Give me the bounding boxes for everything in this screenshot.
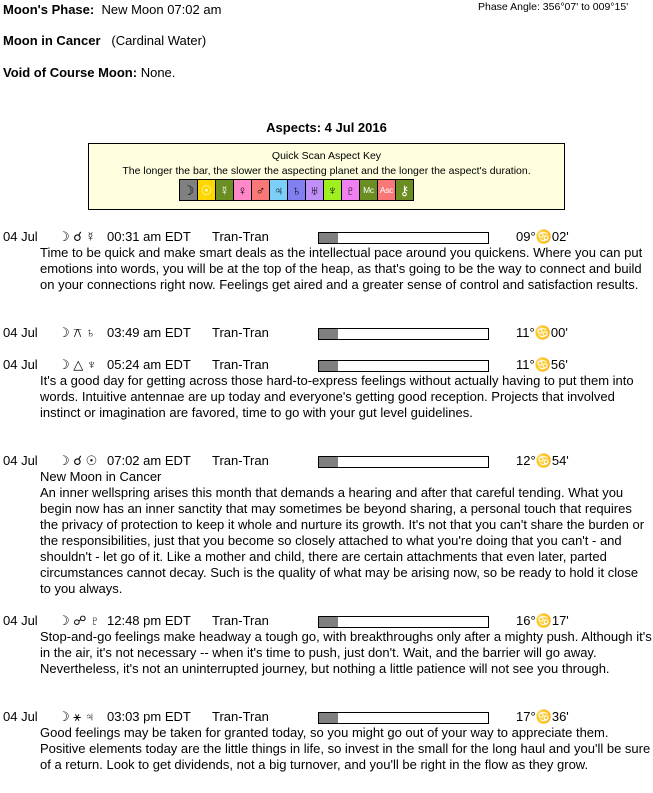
mercury-icon: ☿ xyxy=(216,180,234,200)
aspect-key-strip xyxy=(179,179,414,201)
aspect-time: 00:31 am EDT xyxy=(107,229,191,244)
aspect-entry xyxy=(0,229,653,293)
aspect-date: 04 Jul xyxy=(3,325,38,340)
aspects-title: Aspects: 4 Jul 2016 xyxy=(266,120,387,135)
aspect-interpretation: Stop-and-go feelings make headway a tough go, with breakthroughs only after a mighty push. Although it's in the air, it's not necessary -- when it's time to push, just don't. Wait, and the barrier will go away. Nevertheless, it's not an uninterrupted journey, but nothing a little patience will not see you through. xyxy=(40,629,652,676)
aspect-glyphs: ☽ ☌ ☉ xyxy=(58,453,98,468)
moon-sign-label: Moon in Cancer xyxy=(3,33,101,48)
aspect-time: 12:48 pm EDT xyxy=(107,613,191,628)
aspect-time: 05:24 am EDT xyxy=(107,357,191,372)
aspect-time: 03:49 am EDT xyxy=(107,325,191,340)
aspect-type: Tran-Tran xyxy=(212,613,269,628)
uranus-icon: ♅ xyxy=(306,180,324,200)
aspect-position: 16°♋17' xyxy=(516,613,569,628)
void-of-course-line xyxy=(3,65,175,80)
duration-bar-fill xyxy=(319,361,338,371)
aspect-time: 03:03 pm EDT xyxy=(107,709,191,724)
aspect-entry xyxy=(0,325,653,341)
duration-bar xyxy=(318,616,489,628)
duration-bar xyxy=(318,360,489,372)
aspect-key-description: The longer the bar, the slower the aspecting planet and the longer the aspect's duration. xyxy=(122,165,531,177)
duration-bar-fill xyxy=(319,617,338,627)
phase-angle: Phase Angle: 356°07' to 009°15' xyxy=(478,1,629,13)
duration-bar-fill xyxy=(319,713,338,723)
void-of-course-label: Void of Course Moon: xyxy=(3,65,138,80)
jupiter-icon: ♃ xyxy=(270,180,288,200)
aspect-date: 04 Jul xyxy=(3,229,38,244)
duration-bar xyxy=(318,456,489,468)
aspect-glyphs: ☽ △ ♆ xyxy=(58,357,97,372)
sun-icon: ☉ xyxy=(198,180,216,200)
moon-phase-label: Moon's Phase: xyxy=(3,2,95,17)
aspect-type: Tran-Tran xyxy=(212,229,269,244)
neptune-icon: ♆ xyxy=(324,180,342,200)
venus-icon: ♀ xyxy=(234,180,252,200)
moon-sign-line xyxy=(3,33,206,48)
pluto-icon: ♇ xyxy=(342,180,360,200)
aspect-date: 04 Jul xyxy=(3,709,38,724)
duration-bar xyxy=(318,328,489,340)
duration-bar-fill xyxy=(319,457,338,467)
aspect-date: 04 Jul xyxy=(3,453,38,468)
aspect-type: Tran-Tran xyxy=(212,357,269,372)
moon-sign-detail: (Cardinal Water) xyxy=(111,33,207,48)
aspect-entry xyxy=(0,709,653,773)
aspect-glyphs: ☽ ⚹ ♃ xyxy=(58,709,95,724)
aspect-key-box xyxy=(88,143,565,210)
chiron-icon: ⚷ xyxy=(396,180,413,200)
aspect-position: 17°♋36' xyxy=(516,709,569,724)
aspect-position: 11°♋56' xyxy=(516,357,568,372)
saturn-icon: ♄ xyxy=(288,180,306,200)
aspect-position: 11°♋00' xyxy=(516,325,568,340)
aspect-interpretation: Time to be quick and make smart deals as the intellectual pace around you quickens. Where you can put emotions into words, you will be at the top of the heap, as that's going to be the way to connect and build on your connections right now. Feelings get aired and a greater sense of control and satisfaction results. xyxy=(40,245,643,292)
aspect-date: 04 Jul xyxy=(3,357,38,372)
aspect-key-title: Quick Scan Aspect Key xyxy=(271,150,382,162)
aspect-position: 12°♋54' xyxy=(516,453,569,468)
aspect-header-row xyxy=(0,709,653,725)
aspect-type: Tran-Tran xyxy=(212,325,269,340)
asc-icon: Asc xyxy=(378,180,396,200)
duration-bar-fill xyxy=(319,329,338,339)
aspect-position: 09°♋02' xyxy=(516,229,569,244)
duration-bar xyxy=(318,712,489,724)
aspect-type: Tran-Tran xyxy=(212,709,269,724)
aspect-header-row xyxy=(0,357,653,373)
aspect-entry xyxy=(0,357,653,421)
duration-bar xyxy=(318,232,489,244)
aspect-glyphs: ☽ ⚻ ♄ xyxy=(58,325,96,340)
aspect-header-row xyxy=(0,325,653,341)
aspect-header-row xyxy=(0,453,653,469)
mars-icon: ♂ xyxy=(252,180,270,200)
aspect-interpretation: It's a good day for getting across those hard-to-express feelings without actually having to put them into words. Intuitive antennae are up today and everyone's getting good reception. Projects that involved instinct or imagination are favored, time to go with your gut level guidelines. xyxy=(40,373,634,420)
aspect-interpretation: Good feelings may be taken for granted today, so you might go out of your way to appreciate them. Positive elements today are the little things in life, so invest in the small for the long haul and you'll be sure of a return. Look to get dividends, not a big turnover, and you'll be right in the flow as they grow. xyxy=(40,725,651,772)
aspect-header-row xyxy=(0,229,653,245)
void-of-course-value: None. xyxy=(140,65,176,80)
aspect-entry xyxy=(0,453,653,597)
aspect-entry xyxy=(0,613,653,677)
moon-icon: ☽ xyxy=(180,180,198,200)
moon-phase-line xyxy=(3,2,221,17)
aspect-glyphs: ☽ ☍ ♇ xyxy=(58,613,100,628)
duration-bar-fill xyxy=(319,233,338,243)
mc-icon: Mc xyxy=(360,180,378,200)
moon-phase-value: New Moon 07:02 am xyxy=(101,2,222,17)
aspect-interpretation: An inner wellspring arises this month that demands a hearing and after that careful tending. What you begin now has an inner sanctity that may sometimes be beyond sharing, a personal touch that requires the privacy of protection to keep it whole and nurture its growth. It's not that you can't share the burden or the responsibilities, just that you become so closely attached to what you're doing that you can't - and shouldn't - let go of it. Like a mother and child, there are certain attachments that even later, parted circumstances cannot decay. Such is the quality of what may be arising now, so be ready to hold it close to you always. xyxy=(40,485,645,596)
aspect-glyphs: ☽ ☌ ☿ xyxy=(58,229,96,244)
aspect-time: 07:02 am EDT xyxy=(107,453,191,468)
aspect-type: Tran-Tran xyxy=(212,453,269,468)
aspect-subtitle: New Moon in Cancer xyxy=(40,469,162,484)
aspect-date: 04 Jul xyxy=(3,613,38,628)
aspect-header-row xyxy=(0,613,653,629)
